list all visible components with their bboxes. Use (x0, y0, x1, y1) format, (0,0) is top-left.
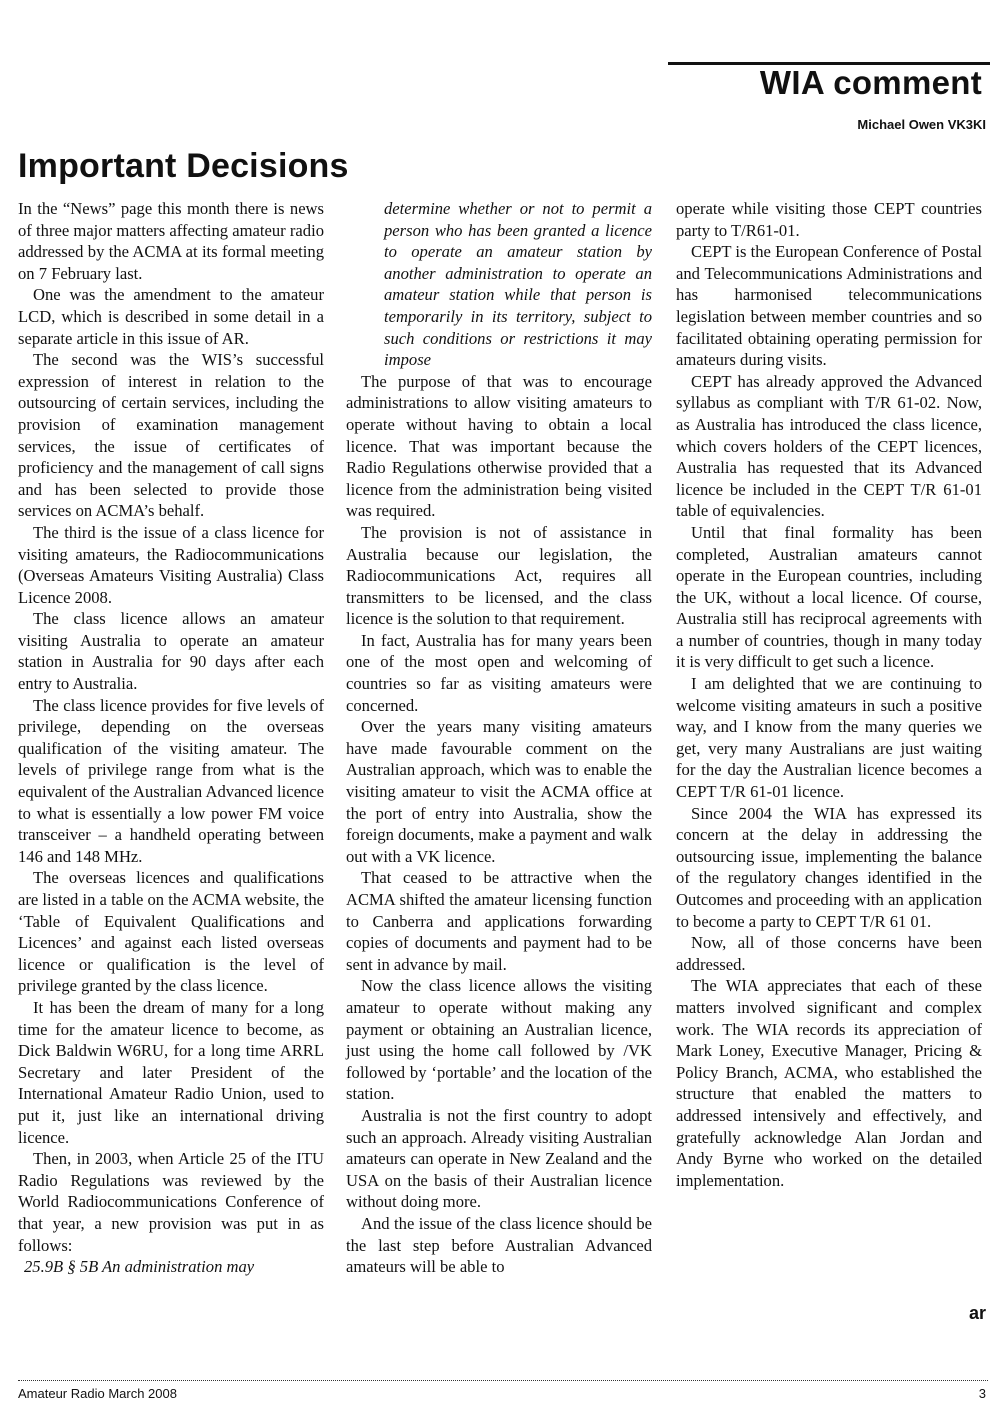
section-title: WIA comment (759, 64, 982, 101)
paragraph: Now, all of those concerns have been addressed. (676, 933, 982, 974)
paragraph: The overseas licences and qualifications are listed in a table on the ACMA website, the ‘Table of Equivalent Qualifications and Licences’ and against each listed overseas licence or qualification is the level of privilege granted by the class licence. (18, 868, 324, 996)
paragraph: The purpose of that was to encourage administrations to allow visiting amateurs to operate without having to obtain a local licence. That was important because the Radio Regulations otherwise provided that a licence from the administration being visited was required. (346, 371, 652, 521)
paragraph: Now the class licence allows the visiting amateur to operate without making any payment or obtaining an Australian licence, just using the home call followed by /VK followed by ‘portable’ and the location of the station. (346, 976, 652, 1104)
article-end-mark: ar (968, 1303, 986, 1323)
paragraph: I am delighted that we are continuing to welcome visiting amateurs in such a positive way, and I know from the many queries we get, very many Australians are just waiting for the day the Australian licence becomes a CEPT T/R 61-01 licence. (676, 674, 982, 802)
paragraph: The class licence allows an amateur visiting Australia to operate an amateur station in Australia for 90 days after each entry to Australia. (18, 609, 324, 694)
paragraph-continued: operate while visiting those CEPT countries party to T/R61-01. (676, 199, 982, 240)
paragraph: The class licence provides for five levels of privilege, depending on the overseas qualification of the visiting amateur. The levels of privilege range from what is the equivalent of the Australian Advanced licence to what is essentially a low power FM voice transceiver – a handheld operating between 146 and 148 MHz. (18, 695, 324, 866)
article-headline: Important Decisions (18, 147, 349, 185)
paragraph: CEPT is the European Conference of Postal and Telecommunications Administrations and has harmonised telecommunications legislation between member countries and so facilitated obtaining operating permission for amateurs during visits. (676, 242, 982, 370)
paragraph: Australia is not the first country to adopt such an approach. Already visiting Australian amateurs can operate in New Zealand and the USA on the basis of their Australian licence without doing more. (346, 1105, 652, 1212)
regulation-quote-start: 25.9B § 5B An administration may (24, 1257, 255, 1277)
page-number: 3 (978, 1386, 986, 1401)
paragraph: CEPT has already approved the Advanced syllabus as compliant with T/R 61-02. Now, as Australia has introduced the class licence, which covers holders of the CEPT licences, Australia has requested that its Advanced licence be included in the CEPT T/R 61-01 table of equivalencies. (676, 371, 982, 521)
article-column-2 (346, 198, 652, 1278)
regulation-quote: determine whether or not to permit a person who has been granted a licence to operate an amateur station by another administration to operate an amateur station while that person is temporarily in its territory, subject to such conditions or restrictions it may impose (384, 199, 652, 370)
paragraph: Over the years many visiting amateurs have made favourable comment on the Australian approach, which was to enable the visiting amateur to visit the ACMA office at the port of entry into Australia, show the foreign documents, make a payment and walk out with a VK licence. (346, 717, 652, 866)
author-byline: Michael Owen VK3KI (857, 117, 986, 132)
paragraph: And the issue of the class licence should be the last step before Australian Advanced amateurs will be able to (346, 1213, 652, 1277)
paragraph: The WIA appreciates that each of these matters involved significant and complex work. The WIA records its appreciation of Mark Loney, Executive Manager, Pricing & Policy Branch, ACMA, who established the structure that enabled the matters to addressed intensively and effectively, and gratefully acknowledge Alan Jordan and Andy Byrne who worked on the detailed implementation. (676, 976, 982, 1190)
article-column-1 (18, 198, 324, 1278)
footer-divider (18, 1380, 988, 1381)
paragraph: In the “News” page this month there is news of three major matters affecting amateur radio addressed by the ACMA at its formal meeting on 7 February last. (18, 199, 324, 283)
paragraph: The third is the issue of a class licence for visiting amateurs, the Radiocommunications (Overseas Amateurs Visiting Australia) Class Licence 2008. (18, 522, 324, 607)
paragraph: The provision is not of assistance in Australia because our legislation, the Radiocommunications Act, requires all transmitters to be licensed, and the class licence is the solution to that requirement. (346, 522, 652, 629)
paragraph: It has been the dream of many for a long time for the amateur licence to become, as Dick Baldwin W6RU, for a long time ARRL Secretary and later President of the International Amateur Radio Union, used to put it, just like an international driving licence. (18, 997, 324, 1147)
paragraph: Until that final formality has been completed, Australian amateurs cannot operate in the European countries, including the UK, without a local licence. Of course, Australia still has reciprocal agreements with a number of countries, though in many today it is very difficult to get such a licence. (676, 522, 982, 672)
article-column-3 (676, 198, 982, 1191)
footer-publication: Amateur Radio March 2008 (18, 1386, 177, 1401)
masthead (668, 62, 990, 100)
paragraph: The second was the WIS’s successful expression of interest in relation to the outsourcing of certain services, including the provision of examination management services, the issue of certificates of proficiency and the management of call signs and has been selected to provide those services on ACMA’s behalf. (18, 350, 324, 521)
paragraph: Then, in 2003, when Article 25 of the ITU Radio Regulations was reviewed by the World Radiocommunications Conference of that year, a new provision was put in as follows: (18, 1149, 324, 1255)
paragraph: That ceased to be attractive when the ACMA shifted the amateur licensing function to Canberra and applications forwarding copies of documents and payment had to be sent in advance by mail. (346, 868, 652, 974)
paragraph: Since 2004 the WIA has expressed its concern at the delay in addressing the outsourcing issue, implementing the balance of the regulatory changes identified in the Outcomes and proceeding with an application to become a party to CEPT T/R 61 01. (676, 803, 982, 931)
paragraph: One was the amendment to the amateur LCD, which is described in some detail in a separate article in this issue of AR. (18, 285, 324, 348)
paragraph: In fact, Australia has for many years been one of the most open and welcoming of countries so far as visiting amateurs were concerned. (346, 630, 652, 715)
